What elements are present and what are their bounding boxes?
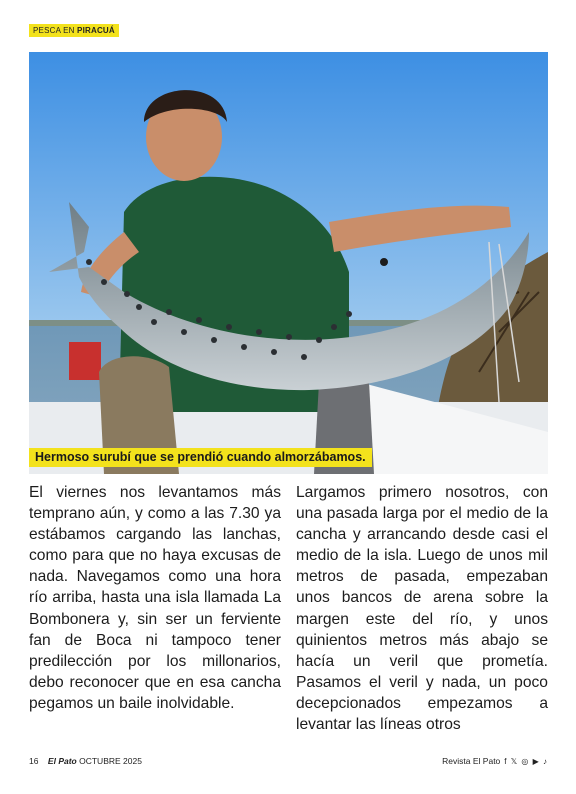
section-tag (29, 24, 119, 37)
photo-illustration (29, 52, 548, 474)
social-icons[interactable]: f 𝕏 ◎ ▶ ♪ (504, 756, 548, 766)
section-prefix: PESCA EN (33, 26, 78, 35)
article-column-right: Largamos primero nosotros, con una pasada larga por el medio de la cancha y arrancando desde casi el medio de la isla. Luego de unos mil metros de pasada, empezaban unos bancos de arena sobre la margen este del río, y unos quinientos metros más abajo se hacía un veril que prometía. Pasamos el veril y nada, un poco decepcionados empezamos a levantar las líneas otros (296, 484, 548, 734)
footer-right (442, 756, 548, 766)
brand-logo: El Pato (47, 756, 77, 766)
section-place: PIRACUÁ (77, 26, 115, 35)
fishing-photo (29, 52, 548, 474)
article-column-left: El viernes nos levantamos más temprano aún, y como a las 7.30 ya estábamos cargando las lanchas, como para que no haya excusas de nada. Navegamos como una hora río arriba, hasta una isla llamada La Bombonera y, sin ser un ferviente fan de Boca ni tampoco tener predilección por los millonarios, debo reconocer que en esa cancha pegamos un baile inolvidable. (29, 484, 281, 712)
magazine-name: Revista El Pato (442, 756, 501, 766)
photo-caption: Hermoso surubí que se prendió cuando almorzábamos. (29, 448, 372, 467)
page-number: 16 (29, 756, 39, 766)
issue-date: OCTUBRE 2025 (79, 756, 142, 766)
footer-left (29, 756, 142, 766)
